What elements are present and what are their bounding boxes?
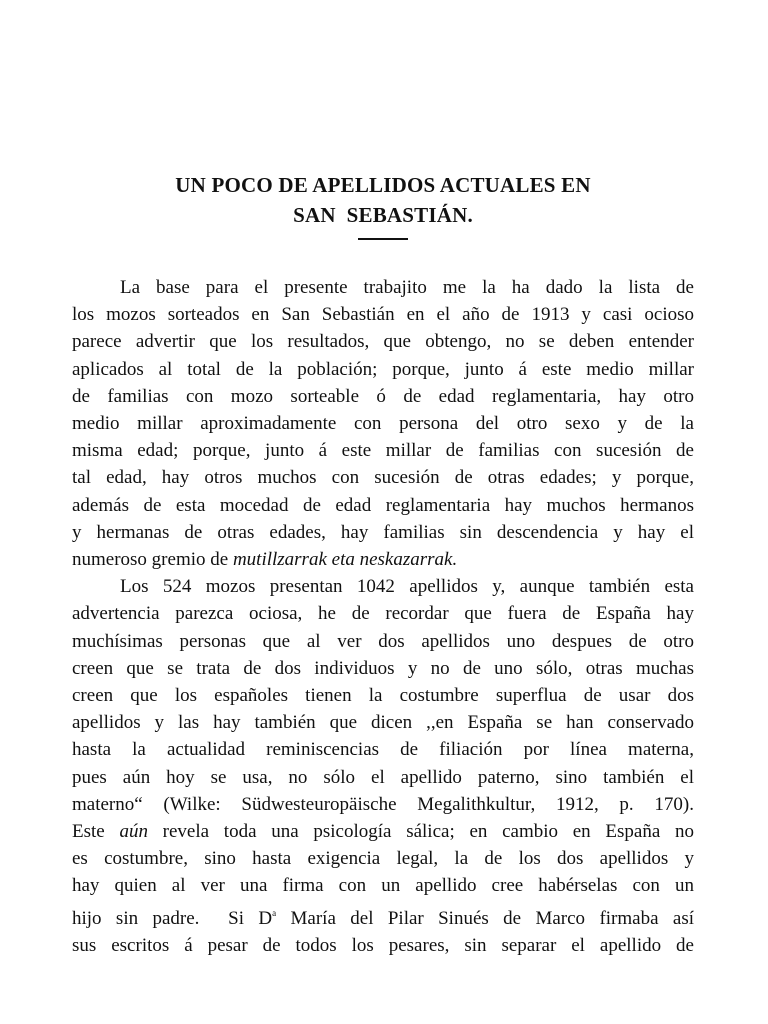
text-line: es costumbre, sino hasta exigencia legal, la de los dos apellidos y (72, 848, 694, 870)
italic-phrase: mutillzarrak eta neskazarrak. (232, 549, 458, 571)
title-rule (358, 238, 408, 240)
title-line-1: UN POCO DE APELLIDOS ACTUALES EN (175, 173, 591, 197)
text-line: creen que se trata de dos individuos y no de uno sólo, otras muchas (72, 657, 694, 679)
text-line: además de esta mocedad de edad reglamentaria hay muchos hermanos (72, 494, 694, 516)
text-line (72, 900, 694, 932)
text-line: de familias con mozo sorteable ó de edad reglamentaria, hay otro (72, 385, 694, 407)
text-line: parece advertir que los resultados, que obtengo, no se deben entender (72, 331, 694, 353)
text-line: aplicados al total de la población; porque, junto á este medio millar (72, 358, 694, 380)
text-line: misma edad; porque, junto á este millar de familias con sucesión de (72, 440, 694, 462)
text-line: apellidos y las hay también que dicen ,,en España se han conservado (72, 712, 694, 734)
paragraph-2 (72, 573, 694, 959)
paragraph-1 (72, 274, 694, 573)
text-line: medio millar aproximadamente con persona del otro sexo y de la (72, 413, 694, 435)
superscript: a (272, 907, 277, 918)
text-line (72, 818, 694, 845)
text-line: creen que los españoles tienen la costumbre superflua de usar dos (72, 685, 694, 707)
text-line: Los 524 mozos presentan 1042 apellidos y, aunque también esta (120, 576, 694, 598)
text-line: hasta la actualidad reminiscencias de filiación por línea materna, (72, 739, 694, 761)
text-line: sus escritos á pesar de todos los pesares, sin separar el apellido de (72, 934, 694, 956)
text-fragment: hijo sin padre. Si D (72, 907, 273, 929)
text-fragment: Este (72, 821, 120, 843)
article-title (72, 170, 694, 230)
text-fragment: María del Pilar Sinués de Marco firmaba así (276, 907, 695, 929)
text-line: La base para el presente trabajito me la ha dado la lista de (120, 277, 694, 298)
page (72, 170, 694, 959)
text-line: muchísimas personas que al ver dos apellidos uno despues de otro (72, 630, 694, 652)
text-line: los mozos sorteados en San Sebastián en el año de 1913 y casi ocioso (72, 304, 694, 326)
italic-word: aún (119, 821, 148, 843)
text-line: advertencia parezca ociosa, he de recordar que fuera de España hay (72, 603, 694, 625)
text-fragment: numeroso gremio de (72, 549, 233, 571)
text-line (72, 546, 694, 573)
text-line: y hermanas de otras edades, hay familias sin descendencia y hay el (72, 521, 694, 543)
text-line: hay quien al ver una firma con un apellido cree habérselas con un (72, 875, 694, 897)
text-line: pues aún hoy se usa, no sólo el apellido paterno, sino también el (72, 766, 694, 788)
text-line: tal edad, hay otros muchos con sucesión de otras edades; y porque, (72, 467, 694, 489)
text-fragment: revela toda una psicología sálica; en cambio en España no (147, 821, 694, 843)
article-body (72, 274, 694, 959)
text-line: materno“ (Wilke: Südwesteuropäische Megalithkultur, 1912, p. 170). (72, 793, 694, 815)
title-line-2: SAN SEBASTIÁN. (293, 203, 473, 227)
